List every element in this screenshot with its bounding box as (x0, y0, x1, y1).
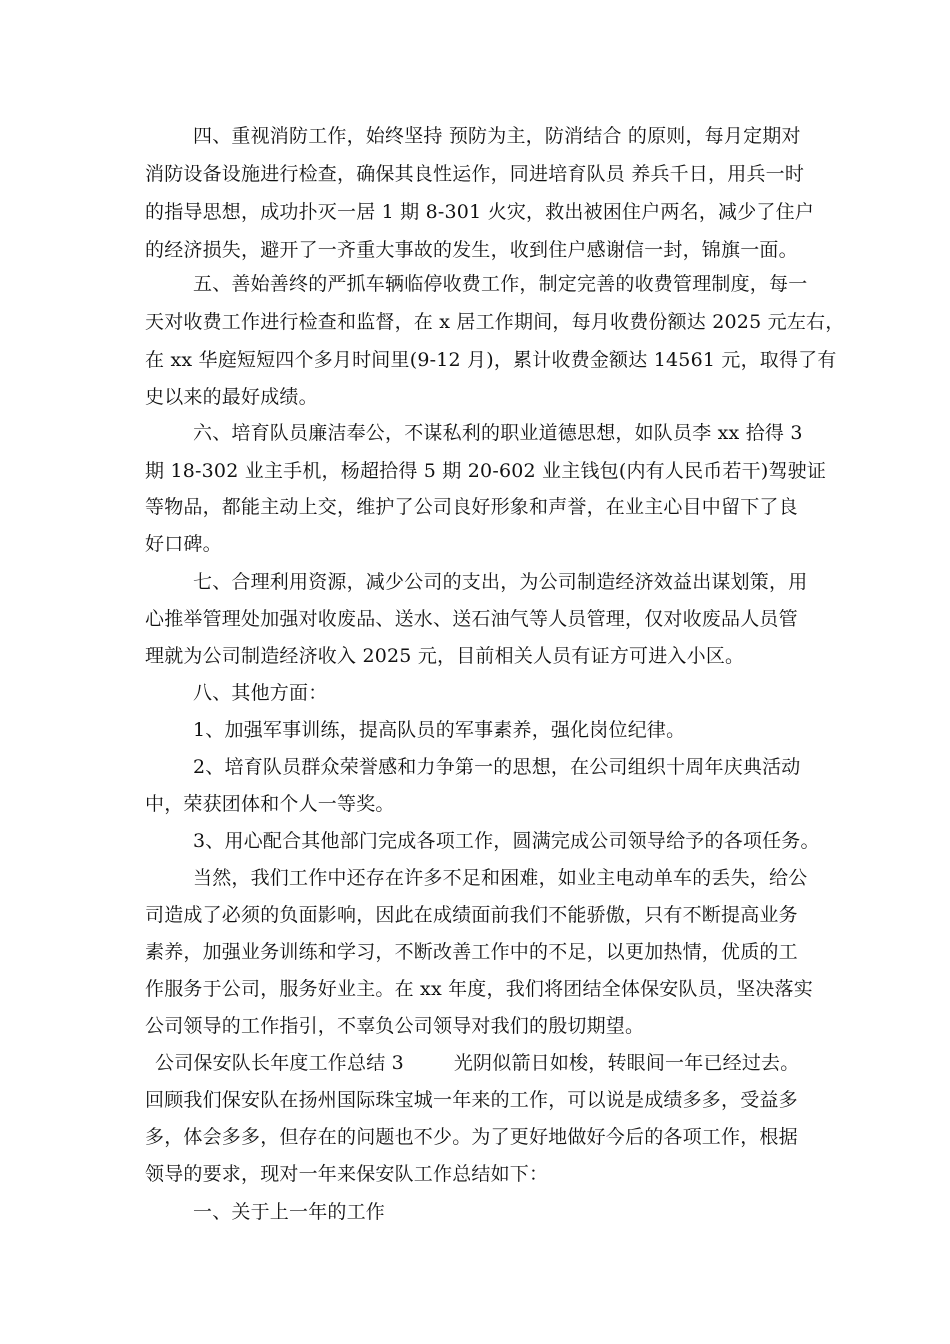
paragraph-line: 的经济损失，避开了一齐重大事故的发生，收到住户感谢信一封，锦旗一面。 (145, 239, 798, 261)
paragraph-line: 当然，我们工作中还存在许多不足和困难，如业主电动单车的丢失，给公 (193, 867, 808, 889)
paragraph-line: 的指导思想，成功扑灭一居 1 期 8-301 火灾，救出被困住户两名，减少了住户 (145, 201, 815, 223)
section-heading: 八、其他方面： (193, 682, 328, 704)
paragraph-line: 作服务于公司，服务好业主。在 xx 年度，我们将团结全体保安队员，坚决落实 (145, 978, 813, 1000)
paragraph-line: 在 xx 华庭短短四个多月时间里(9-12 月)，累计收费金额达 14561 元，取得了有 (145, 349, 837, 371)
paragraph-line: 多，体会多多，但存在的问题也不少。为了更好地做好今后的各项工作，根据 (145, 1126, 798, 1148)
paragraph-line: 史以来的最好成绩。 (145, 386, 318, 408)
paragraph-line: 六、培育队员廉洁奉公，不谋私利的职业道德思想，如队员李 xx 拾得 3 (193, 422, 803, 444)
paragraph-line: 2、培育队员群众荣誉感和力争第一的思想，在公司组织十周年庆典活动 (193, 756, 801, 778)
paragraph-line: 理就为公司制造经济收入 2025 元，目前相关人员有证方可进入小区。 (145, 645, 745, 667)
paragraph-line: 消防设备设施进行检查，确保其良性运作，同进培育队员 养兵千日，用兵一时 (145, 163, 805, 185)
paragraph-line: 回顾我们保安队在扬州国际珠宝城一年来的工作，可以说是成绩多多，受益多 (145, 1089, 798, 1111)
paragraph-line: 领导的要求，现对一年来保安队工作总结如下： (145, 1163, 549, 1185)
paragraph-line: 3、用心配合其他部门完成各项工作，圆满完成公司领导给予的各项任务。 (193, 830, 820, 852)
paragraph-line: 心推举管理处加强对收废品、送水、送石油气等人员管理，仅对收废品人员管 (145, 608, 798, 630)
paragraph-line: 七、合理利用资源，减少公司的支出，为公司制造经济效益出谋划策，用 (193, 571, 808, 593)
paragraph-line: 好口碑。 (145, 533, 222, 555)
paragraph-line: 等物品，都能主动上交，维护了公司良好形象和声誉，在业主心目中留下了良 (145, 496, 798, 518)
paragraph-line: 公司领导的工作指引，不辜负公司领导对我们的殷切期望。 (145, 1015, 645, 1037)
section-heading: 一、关于上一年的工作 (193, 1201, 386, 1223)
paragraph-line: 四、重视消防工作，始终坚持 预防为主，防消结合 的原则，每月定期对 (193, 125, 801, 147)
paragraph-line: 司造成了必须的负面影响，因此在成绩面前我们不能骄傲，只有不断提高业务 (145, 904, 798, 926)
paragraph-line: 1、加强军事训练，提高队员的军事素养，强化岗位纪律。 (193, 719, 686, 741)
paragraph-line: 中，荣获团体和个人一等奖。 (145, 793, 395, 815)
paragraph-line: 五、善始善终的严抓车辆临停收费工作，制定完善的收费管理制度，每一 (193, 273, 808, 295)
paragraph-line: 期 18-302 业主手机，杨超拾得 5 期 20-602 业主钱包(内有人民币若干)驾驶证 (145, 460, 827, 482)
paragraph-line: 素养，加强业务训练和学习，不断改善工作中的不足，以更加热情，优质的工 (145, 941, 798, 963)
document-title-line: 公司保安队长年度工作总结 3 光阴似箭日如梭，转眼间一年已经过去。 (155, 1052, 800, 1074)
paragraph-line: 天对收费工作进行检查和监督，在 x 居工作期间，每月收费份额达 2025 元左右， (145, 311, 845, 333)
